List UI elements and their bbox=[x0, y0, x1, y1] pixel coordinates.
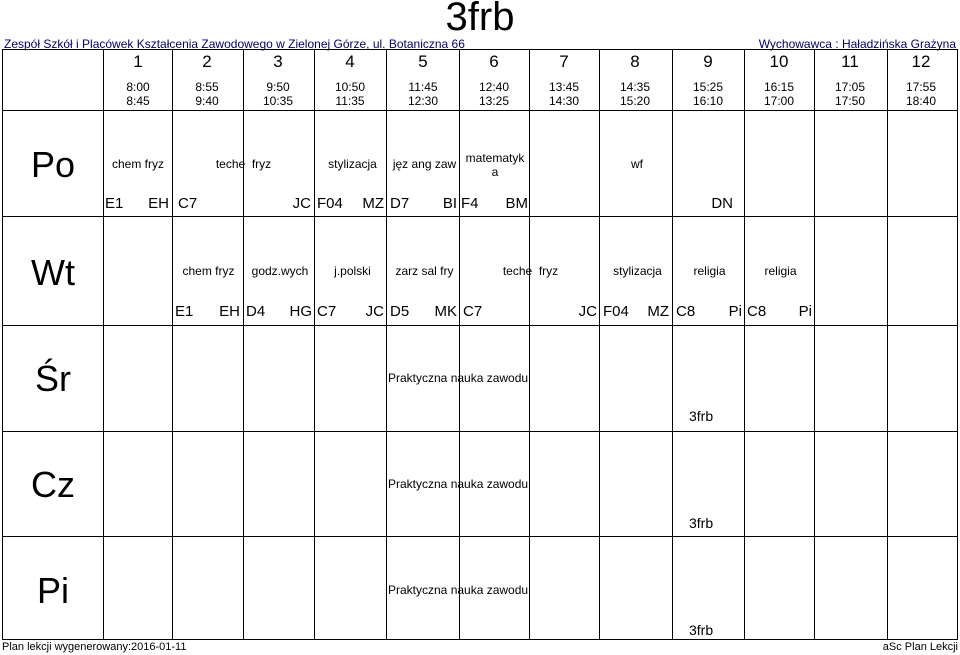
school-name: Zespół Szkół i Placówek Kształcenia Zawodowego w Zielonej Górze, ul. Botaniczna 66 bbox=[4, 37, 465, 51]
grid-line bbox=[3, 431, 957, 432]
lesson-subject: chem fryz bbox=[111, 157, 164, 171]
group-label: 3frb bbox=[689, 408, 714, 424]
lesson-subject: religia bbox=[693, 264, 726, 278]
period-end: 16:10 bbox=[692, 94, 724, 108]
lesson-teacher: EH bbox=[148, 195, 169, 212]
lesson-subject: matematyk a bbox=[465, 151, 525, 179]
lesson-subject: wf bbox=[631, 157, 643, 171]
grid-line bbox=[887, 50, 888, 639]
lesson-room: C8 bbox=[747, 303, 767, 320]
page-title: 3frb bbox=[445, 0, 515, 39]
lesson-subject: chem fryz bbox=[182, 264, 235, 278]
period-end: 13:25 bbox=[478, 94, 510, 108]
group-label: 3frb bbox=[689, 622, 714, 638]
period-start: 8:55 bbox=[195, 80, 219, 94]
period-end: 14:30 bbox=[548, 94, 580, 108]
period-end: 18:40 bbox=[905, 94, 937, 108]
lesson-teacher: MZ bbox=[647, 303, 669, 320]
lesson-room: D4 bbox=[246, 303, 266, 320]
lesson-room: C8 bbox=[676, 303, 696, 320]
period-number: 1 bbox=[133, 52, 143, 71]
lesson-room: C7 bbox=[317, 303, 337, 320]
period-start: 8:00 bbox=[126, 80, 150, 94]
grid-line bbox=[672, 50, 673, 639]
lesson-note: Praktyczna nauka zawodu bbox=[388, 583, 529, 597]
period-end: 9:40 bbox=[195, 94, 219, 108]
lesson-subject: jęz ang zaw bbox=[392, 157, 457, 171]
period-number: 8 bbox=[630, 52, 640, 71]
period-number: 7 bbox=[559, 52, 569, 71]
period-number: 6 bbox=[489, 52, 499, 71]
lesson-teacher: JC bbox=[365, 303, 384, 320]
period-end: 12:30 bbox=[407, 94, 439, 108]
lesson-subject: teche fryz bbox=[215, 157, 272, 171]
grid-line bbox=[3, 325, 957, 326]
lesson-subject: godz.wych bbox=[251, 264, 309, 278]
lesson-teacher: JC bbox=[578, 303, 597, 320]
period-start: 9:50 bbox=[266, 80, 290, 94]
lesson-subject: stylizacja bbox=[328, 157, 377, 171]
period-start: 10:50 bbox=[334, 80, 366, 94]
period-start: 13:45 bbox=[548, 80, 580, 94]
lesson-room: D7 bbox=[390, 195, 410, 212]
grid-line bbox=[386, 50, 387, 639]
lesson-teacher: HG bbox=[289, 303, 312, 320]
lesson-room: C7 bbox=[178, 195, 198, 212]
period-end: 15:20 bbox=[619, 94, 651, 108]
period-number: 5 bbox=[418, 52, 428, 71]
grid-line bbox=[459, 50, 460, 639]
lesson-teacher: Pi bbox=[798, 303, 812, 320]
day-label-thursday: Cz bbox=[31, 464, 75, 505]
lesson-subject: zarz sal fry bbox=[395, 264, 454, 278]
period-start: 15:25 bbox=[692, 80, 724, 94]
lesson-room: F4 bbox=[461, 195, 479, 212]
grid-line bbox=[744, 50, 745, 639]
lesson-teacher: BI bbox=[442, 195, 457, 212]
day-label-wednesday: Śr bbox=[35, 358, 71, 399]
lesson-subject: stylizacja bbox=[613, 264, 662, 278]
lesson-teacher: MZ bbox=[362, 195, 384, 212]
group-label: 3frb bbox=[689, 515, 714, 531]
grid-line bbox=[103, 50, 104, 639]
grid-line bbox=[243, 50, 244, 639]
period-start: 14:35 bbox=[619, 80, 651, 94]
lesson-teacher: DN bbox=[711, 195, 733, 212]
grid-line bbox=[3, 110, 957, 111]
grid-line bbox=[3, 216, 957, 217]
period-number: 3 bbox=[273, 52, 283, 71]
grid-line bbox=[314, 50, 315, 639]
timetable-grid bbox=[2, 49, 958, 640]
grid-line bbox=[599, 50, 600, 639]
lesson-teacher: JC bbox=[292, 195, 311, 212]
lesson-teacher: EH bbox=[219, 303, 240, 320]
period-end: 17:00 bbox=[763, 94, 795, 108]
period-number: 12 bbox=[911, 52, 931, 71]
lesson-room: F04 bbox=[317, 195, 343, 212]
lesson-teacher: BM bbox=[505, 195, 528, 212]
period-number: 4 bbox=[345, 52, 355, 71]
lesson-subject: teche fryz bbox=[502, 264, 559, 278]
period-start: 17:05 bbox=[834, 80, 866, 94]
period-start: 11:45 bbox=[408, 80, 438, 94]
generated-date: Plan lekcji wygenerowany:2016-01-11 bbox=[2, 641, 187, 653]
period-start: 17:55 bbox=[905, 80, 937, 94]
period-number: 2 bbox=[202, 52, 212, 71]
day-label-friday: Pi bbox=[36, 570, 69, 611]
lesson-note: Praktyczna nauka zawodu bbox=[388, 477, 529, 491]
grid-line bbox=[3, 536, 957, 537]
app-credit: aSc Plan Lekcji bbox=[882, 641, 958, 653]
lesson-room: E1 bbox=[105, 195, 124, 212]
lesson-subject: religia bbox=[764, 264, 797, 278]
grid-line bbox=[814, 50, 815, 639]
period-number: 10 bbox=[769, 52, 789, 71]
class-teacher: Wychowawca : Haładzińska Grażyna bbox=[758, 37, 956, 51]
period-end: 11:35 bbox=[335, 94, 365, 108]
lesson-subject: j.polski bbox=[334, 264, 371, 278]
period-end: 17:50 bbox=[834, 94, 866, 108]
lesson-room: E1 bbox=[175, 303, 194, 320]
day-label-tuesday: Wt bbox=[31, 252, 75, 293]
lesson-teacher: Pi bbox=[728, 303, 742, 320]
period-number: 11 bbox=[841, 52, 859, 71]
grid-line bbox=[529, 50, 530, 639]
lesson-teacher: MK bbox=[434, 303, 457, 320]
period-number: 9 bbox=[703, 52, 713, 71]
lesson-room: D5 bbox=[390, 303, 410, 320]
period-end: 8:45 bbox=[126, 94, 150, 108]
day-label-monday: Po bbox=[30, 144, 76, 185]
period-start: 16:15 bbox=[763, 80, 795, 94]
lesson-room: F04 bbox=[603, 303, 629, 320]
lesson-note: Praktyczna nauka zawodu bbox=[388, 371, 529, 385]
period-end: 10:35 bbox=[262, 94, 294, 108]
lesson-room: C7 bbox=[463, 303, 483, 320]
period-start: 12:40 bbox=[478, 80, 510, 94]
grid-line bbox=[172, 50, 173, 639]
